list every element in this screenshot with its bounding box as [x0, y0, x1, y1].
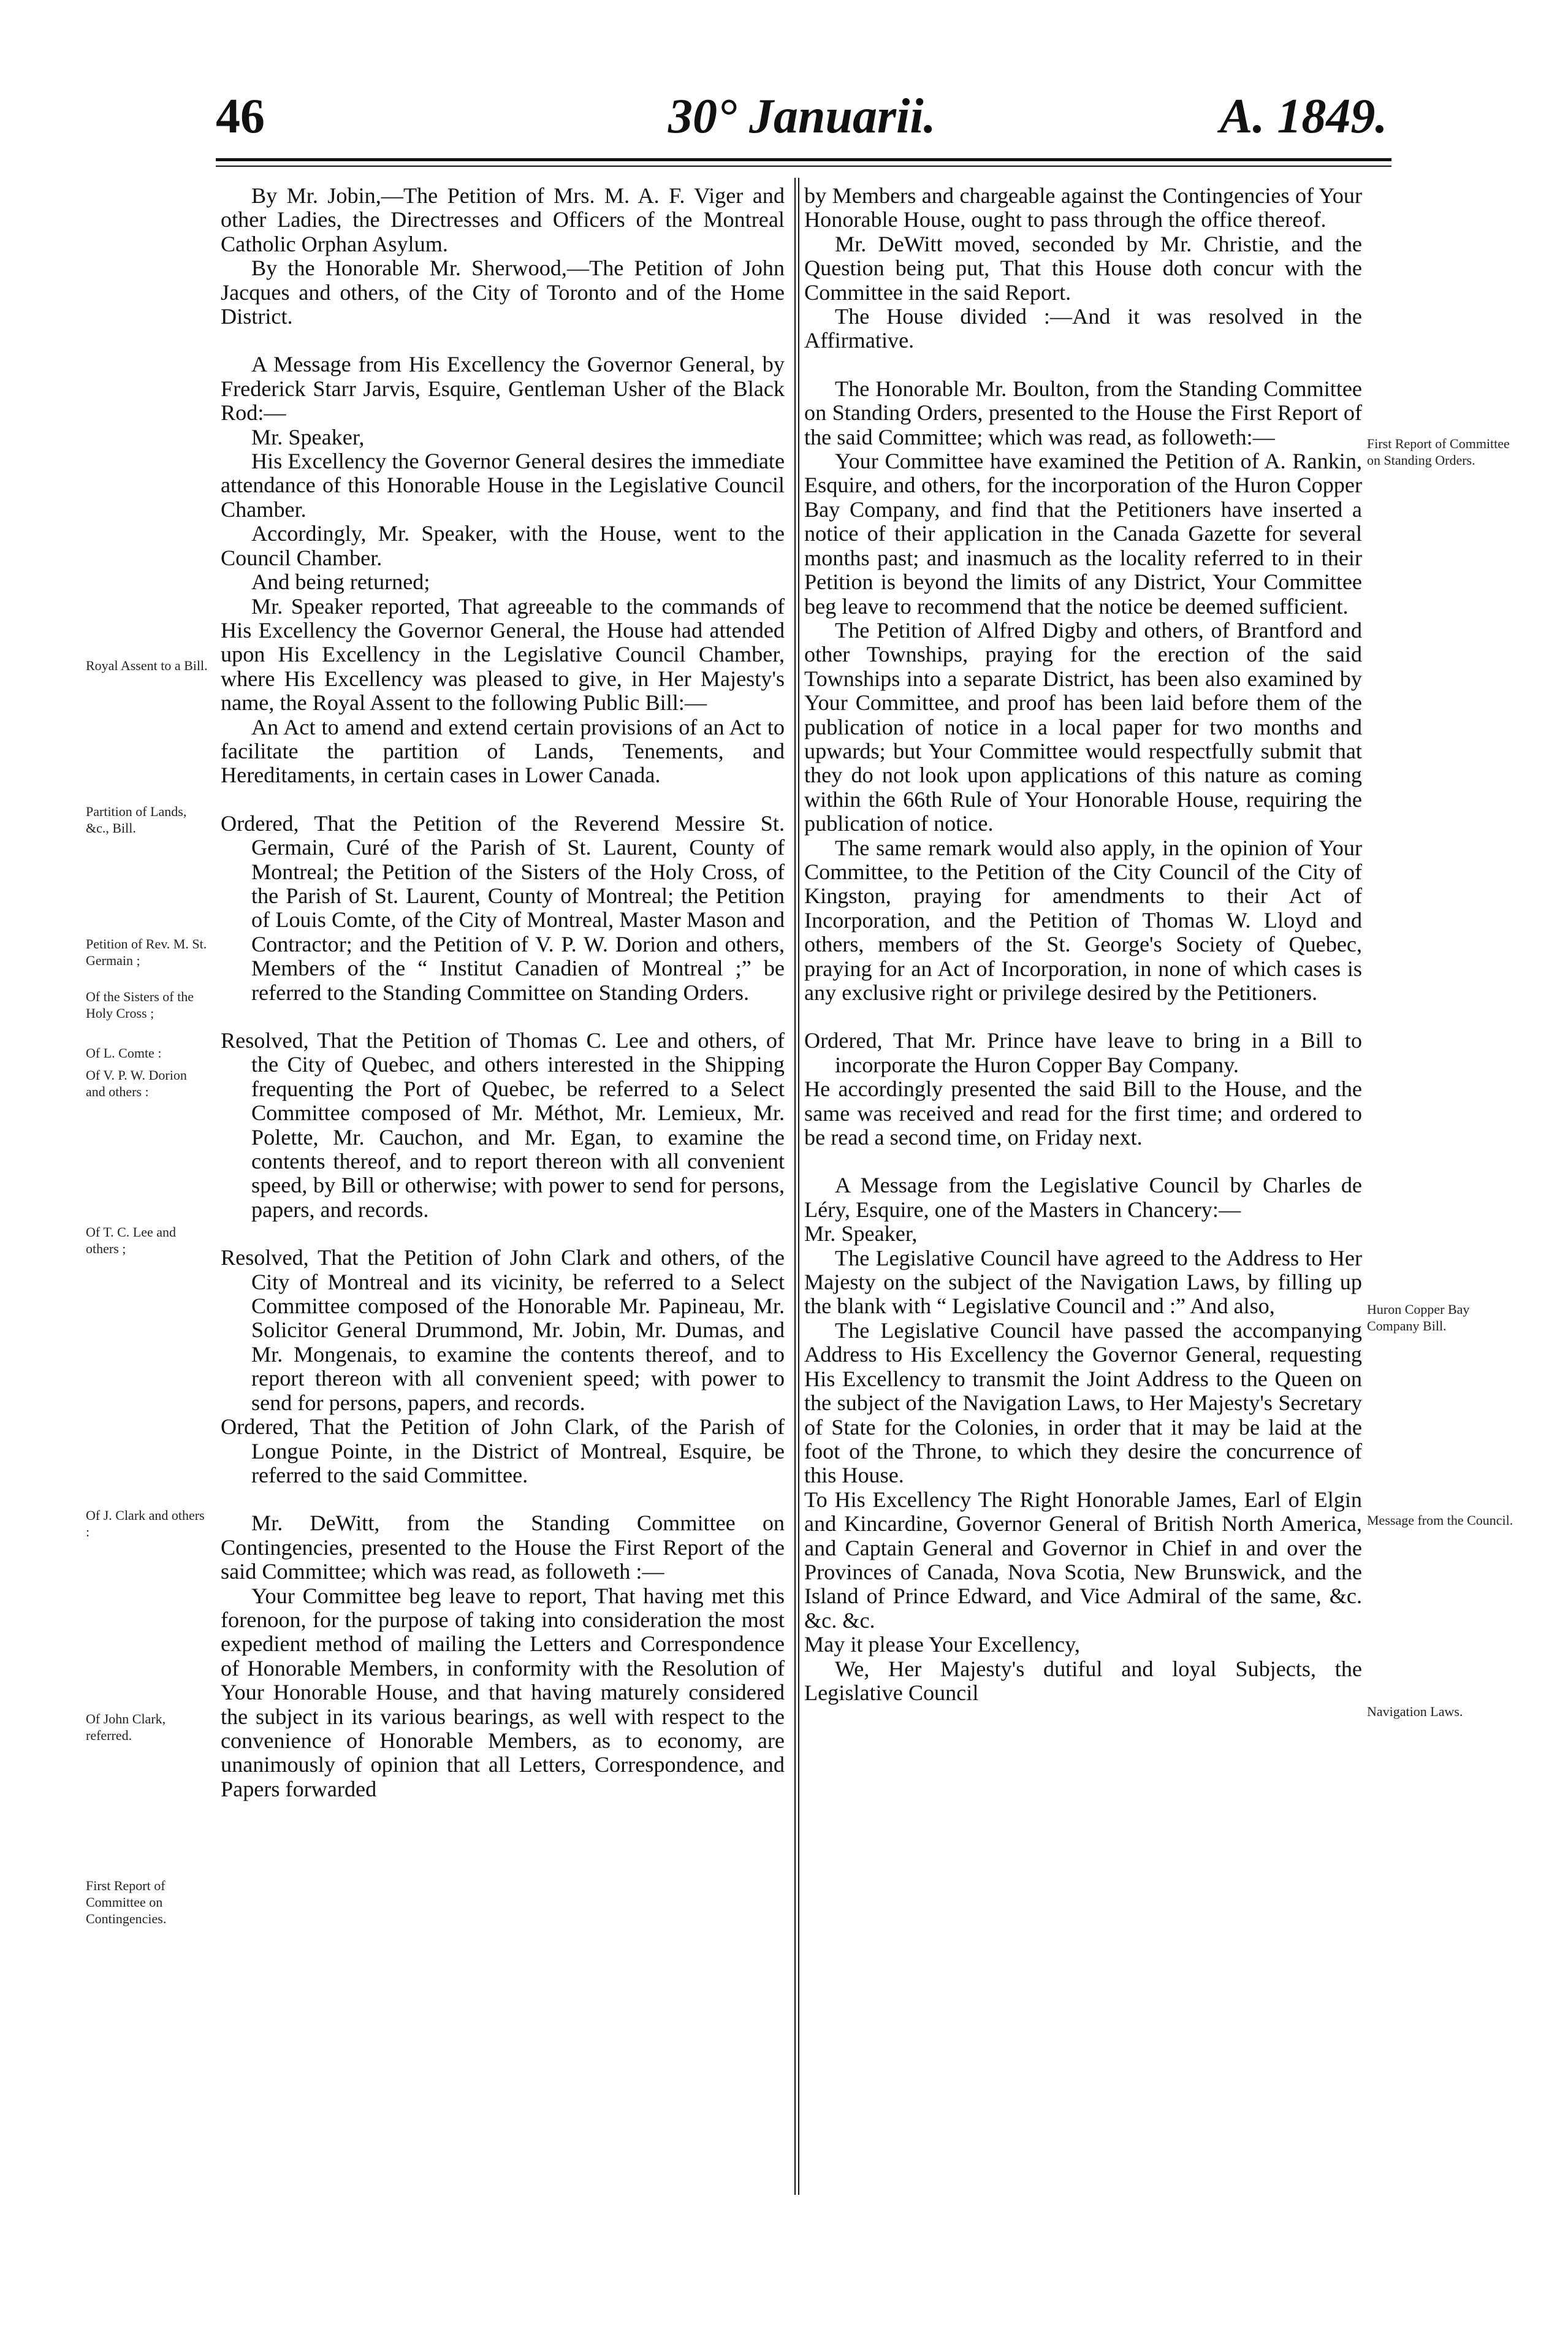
paragraph: Resolved, That the Petition of Thomas C. Lee and others, of the City of Quebec, and others interested in the Shipping frequenting the Port of Quebec, be referred to a Select Committee composed of Mr. Méthot, Mr. Lemieux, Mr. Polette, Mr. Cauchon, and Mr. Egan, to examine the contents thereof, and to report thereon with all convenient speed, by Bill or otherwise; with power to send for persons, papers, and records.	[221, 1028, 785, 1222]
margin-note: Partition of Lands, &c., Bill.	[86, 804, 187, 836]
paragraph: Ordered, That Mr. Prince have leave to bring in a Bill to incorporate the Huron Copper Bay Company.	[804, 1028, 1362, 1077]
paragraph: The same remark would also apply, in the opinion of Your Committee, to the Petition of the City Council of the City of Kingston, praying for amendments to their Act of Incorporation, and the Petition of Thomas W. Lloyd and others, members of the St. George's Society of Quebec, praying for an Act of Incorporation, in none of which cases is any exclusive right or privilege desired by the Petitioners.	[804, 835, 1362, 1005]
paragraph: Mr. DeWitt, from the Standing Committee on Contingencies, presented to the House the First Report of the said Committee; which was read, as followeth :—	[221, 1511, 785, 1584]
paragraph: Ordered, That the Petition of John Clark, of the Parish of Longue Pointe, in the District of Montreal, Esquire, be referred to the said Committee.	[221, 1414, 785, 1487]
page-date: 30° Januarii.	[668, 90, 936, 143]
paragraph: To His Excellency The Right Honorable James, Earl of Elgin and Kincardine, Governor General of British North America, and Captain General and Governor in Chief in and over the Provinces of Canada, Nova Scotia, New Brunswick, and the Island of Prince Edward, and Vice Admiral of the same, &c. &c. &c.	[804, 1487, 1362, 1633]
margin-note: Of T. C. Lee and others ;	[86, 1224, 177, 1256]
paragraph: His Excellency the Governor General desires the immediate attendance of this Honorable House in the Legislative Council Chamber.	[221, 449, 785, 522]
right-column	[804, 184, 1362, 1705]
paragraph: Mr. Speaker,	[804, 1221, 918, 1246]
margin-note: Message from the Council.	[1367, 1512, 1513, 1528]
paragraph: Accordingly, Mr. Speaker, with the House, went to the Council Chamber.	[221, 521, 785, 570]
paragraph: Mr. Speaker reported, That agreeable to the commands of His Excellency the Governor General, the House had attended upon His Excellency in the Legislative Council Chamber, where His Excellency was pleased to give, in Her Majesty's name, the Royal Assent to the following Public Bill:—	[221, 593, 785, 715]
margin-note: Of John Clark, referred.	[86, 1711, 166, 1743]
paragraph: He accordingly presented the said Bill to the House, and the same was received and read for the first time; and ordered to be read a second time, on Friday next.	[804, 1077, 1362, 1150]
margin-note: Of the Sisters of the Holy Cross ;	[86, 989, 194, 1021]
column-divider	[794, 178, 796, 2195]
page-year: A. 1849.	[1220, 90, 1388, 143]
paragraph: By Mr. Jobin,—The Petition of Mrs. M. A. F. Viger and other Ladies, the Directresses and Officers of the Montreal Catholic Orphan Asylum.	[221, 183, 785, 256]
margin-note: Royal Assent to a Bill.	[86, 658, 208, 673]
paragraph: May it please Your Excellency,	[804, 1632, 1080, 1657]
margin-note: First Report of Committee on Contingencies.	[86, 1878, 167, 1926]
paragraph: Resolved, That the Petition of John Clark and others, of the City of Montreal and its vicinity, be referred to a Select Committee composed of the Honorable Mr. Papineau, Mr. Solicitor General Drummond, Mr. Jobin, Mr. Dumas, and Mr. Mongenais, to examine the contents thereof, and to report thereon with all convenient speed; with power to send for persons, papers, and records.	[221, 1245, 785, 1415]
paragraph: An Act to amend and extend certain provisions of an Act to facilitate the partition of Lands, Tenements, and Hereditaments, in certain cases in Lower Canada.	[221, 714, 785, 788]
margin-note: First Report of Committee on Standing Orders.	[1367, 436, 1510, 468]
paragraph: A Message from His Excellency the Governor General, by Frederick Starr Jarvis, Esquire, Gentleman Usher of the Black Rod:—	[221, 352, 785, 425]
paragraph: By the Honorable Mr. Sherwood,—The Petition of John Jacques and others, of the City of Toronto and of the Home District.	[221, 256, 785, 329]
paragraph: Mr. DeWitt moved, seconded by Mr. Christie, and the Question being put, That this House doth concur with the Committee in the said Report.	[804, 231, 1362, 305]
margin-note: Navigation Laws.	[1367, 1704, 1463, 1719]
left-column	[221, 184, 785, 1801]
paragraph: Your Committee beg leave to report, That having met this forenoon, for the purpose of taking into consideration the most expedient method of mailing the Letters and Correspondence of Honorable Members, in conformity with the Resolution of Your Honorable House, and that having maturely considered the subject in its various bearings, as well with respect to the convenience of Honorable Members, as to economy, are unanimously of opinion that all Letters, Correspondence, and Papers forwarded	[221, 1583, 785, 1801]
header-rule	[216, 158, 1391, 161]
paragraph: Mr. Speaker,	[251, 424, 365, 449]
margin-note: Of J. Clark and others :	[86, 1508, 205, 1539]
margin-note: Of L. Comte :	[86, 1045, 162, 1061]
margin-note: Of V. P. W. Dorion and others :	[86, 1067, 187, 1099]
paragraph: Ordered, That the Petition of the Reverend Messire St. Germain, Curé of the Parish of St. Laurent, County of Montreal; the Petition of the Sisters of the Holy Cross, of the Parish of St. Laurent, County of Montreal; the Petition of Louis Comte, of the City of Montreal, Master Mason and Contractor; and the Petition of V. P. W. Dorion and others, Members of the “ Institut Canadien of Montreal ;” be referred to the Standing Committee on Standing Orders.	[221, 811, 785, 1005]
page-number: 46	[216, 90, 265, 143]
paragraph: The Honorable Mr. Boulton, from the Standing Committee on Standing Orders, presented to the House the First Report of the said Committee; which was read, as followeth:—	[804, 376, 1362, 449]
paragraph: A Message from the Legislative Council by Charles de Léry, Esquire, one of the Masters in Chancery:—	[804, 1173, 1362, 1222]
paragraph: We, Her Majesty's dutiful and loyal Subjects, the Legislative Council	[804, 1656, 1362, 1705]
paragraph: Your Committee have examined the Petition of A. Rankin, Esquire, and others, for the incorporation of the Huron Copper Bay Company, and find that the Petitioners have inserted a notice of their application in the Canada Gazette for several months past; and inasmuch as the locality referred to in their Petition is beyond the limits of any District, Your Committee beg leave to recommend that the notice be deemed sufficient.	[804, 449, 1362, 619]
header-rule-thin	[216, 166, 1391, 167]
paragraph: The Legislative Council have agreed to the Address to Her Majesty on the subject of the Navigation Laws, by filling up the blank with “ Legislative Council and :” And also,	[804, 1245, 1362, 1319]
paragraph: And being returned;	[251, 570, 430, 595]
paragraph: The Petition of Alfred Digby and others, of Brantford and other Townships, praying for the erection of the said Townships into a separate District, has been also examined by Your Committee, and proof has been laid before them of the publication of notice in a local paper for two months and upwards; but Your Committee would respectfully submit that they do not look upon applications of this nature as coming within the 66th Rule of Your Honorable House, requiring the publication of notice.	[804, 617, 1362, 836]
margin-note: Petition of Rev. M. St. Germain ;	[86, 936, 207, 968]
paragraph: by Members and chargeable against the Contingencies of Your Honorable House, ought to pass through the office thereof.	[804, 183, 1362, 232]
column-divider	[798, 178, 799, 2195]
paragraph: The Legislative Council have passed the accompanying Address to His Excellency the Governor General, requesting His Excellency to transmit the Joint Address to the Queen on the subject of the Navigation Laws, to Her Majesty's Secretary of State for the Colonies, in order that it may be laid at the foot of the Throne, to which they desire the concurrence of this House.	[804, 1318, 1362, 1488]
margin-note: Huron Copper Bay Company Bill.	[1367, 1302, 1470, 1333]
paragraph: The House divided :—And it was resolved in the Affirmative.	[804, 304, 1362, 353]
